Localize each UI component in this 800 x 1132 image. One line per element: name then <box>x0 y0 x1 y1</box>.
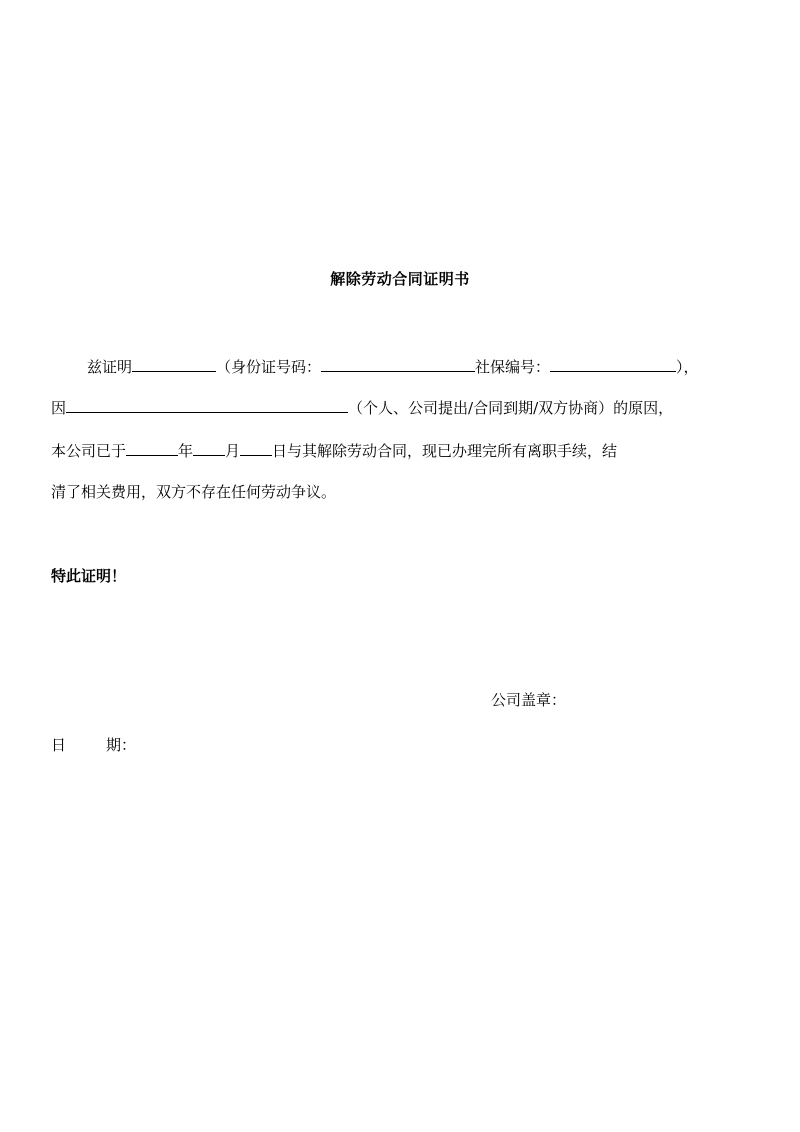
year-label: 年 <box>178 442 194 460</box>
reason-blank[interactable] <box>66 397 348 413</box>
body-line-4: 清了相关费用，双方不存在任何劳动争议。 <box>51 483 337 501</box>
paren-close: ）， <box>676 358 699 376</box>
date-label-part-a: 日 <box>51 736 67 754</box>
day-text: 日与其解除劳动合同，现已办理完所有离职手续，结 <box>272 442 618 460</box>
social-security-blank[interactable] <box>550 356 676 372</box>
body-line-1 <box>51 356 699 377</box>
date-label <box>51 734 136 755</box>
company-stamp-label: 公司盖章： <box>491 691 567 709</box>
reason-options: （个人、公司提出/合同到期/双方协商）的原因， <box>348 399 674 417</box>
day-blank[interactable] <box>240 440 272 456</box>
name-blank[interactable] <box>132 356 216 372</box>
certify-prefix: 兹证明 <box>87 358 133 376</box>
month-label: 月 <box>225 442 241 460</box>
closing-statement: 特此证明！ <box>51 567 127 585</box>
reason-prefix: 因 <box>51 399 67 417</box>
company-prefix: 本公司已于 <box>51 442 127 460</box>
document-title: 解除劳动合同证明书 <box>330 270 470 288</box>
body-line-3 <box>51 440 617 461</box>
year-blank[interactable] <box>126 440 178 456</box>
id-number-label: （身份证号码： <box>216 358 322 376</box>
body-line-2 <box>51 397 673 418</box>
month-blank[interactable] <box>193 440 225 456</box>
date-label-part-b: 期： <box>106 736 137 754</box>
social-security-label: 社保编号： <box>475 358 551 376</box>
id-number-blank[interactable] <box>321 356 475 372</box>
